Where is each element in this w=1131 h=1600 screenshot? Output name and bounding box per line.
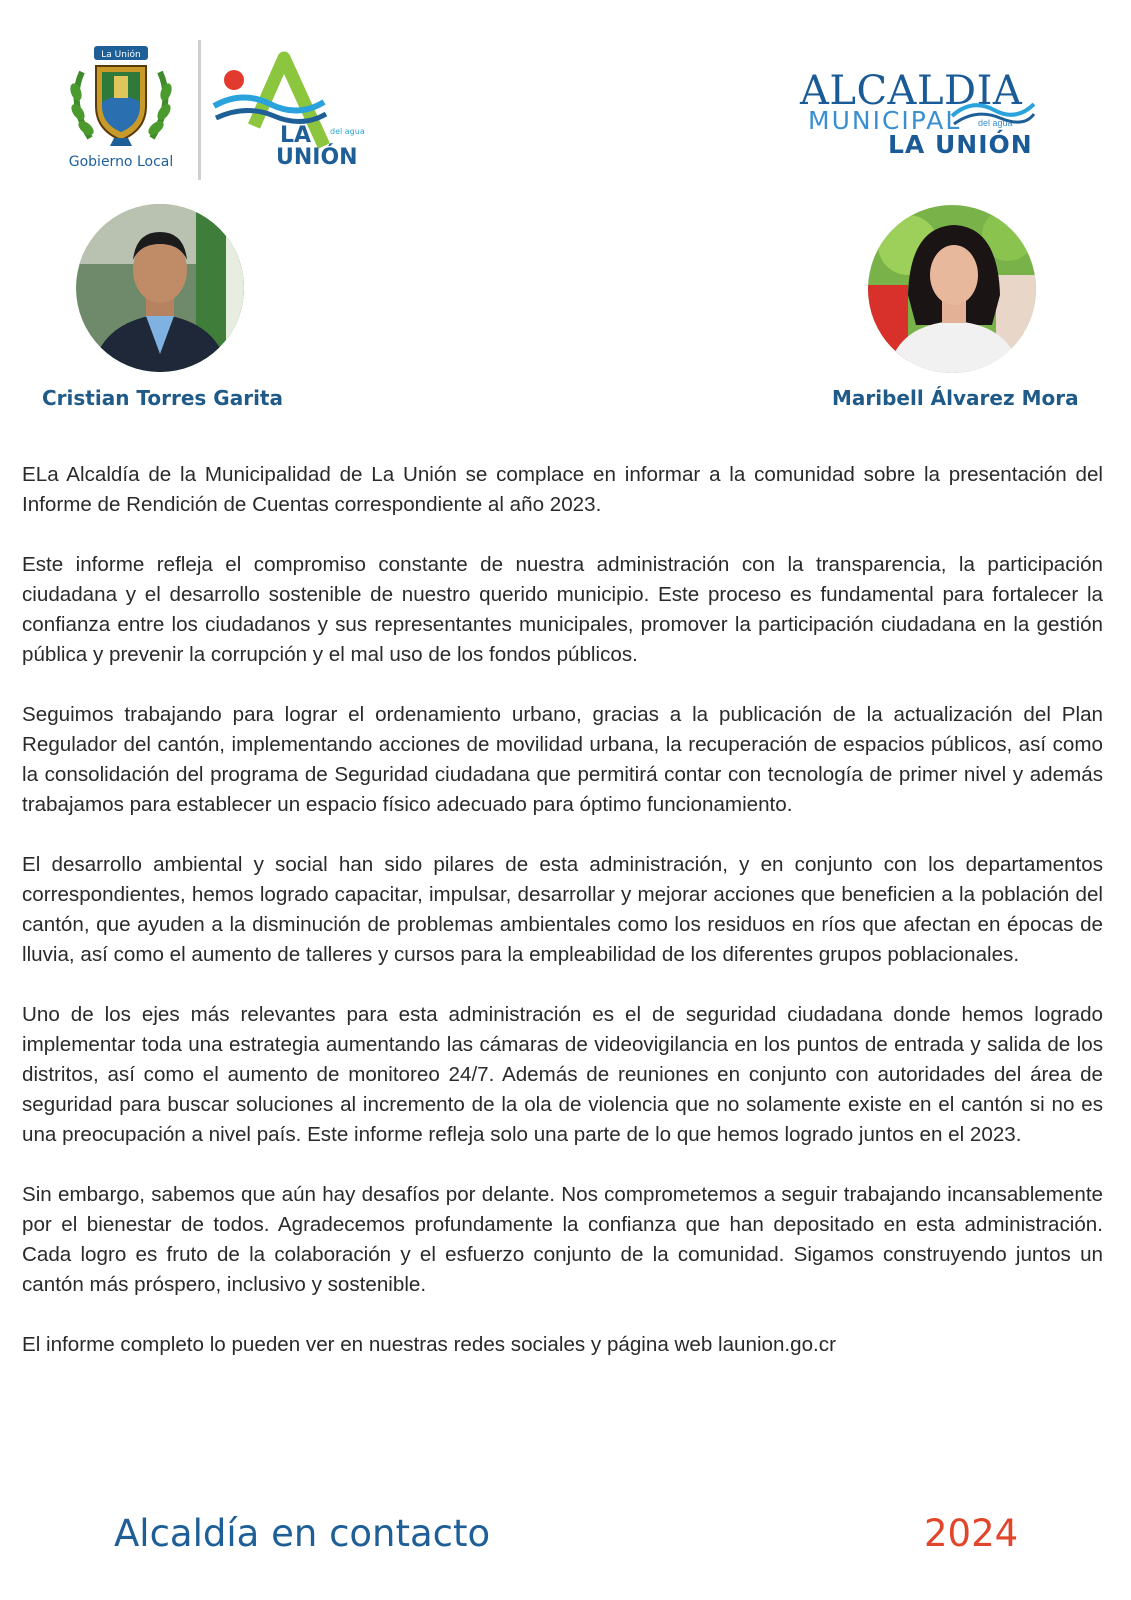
alcaldia-logo-line2: MUNICIPAL (808, 106, 962, 135)
la-union-union-text: UNIÓN (276, 145, 358, 170)
person-name-maribell: Maribell Álvarez Mora (832, 386, 1079, 410)
footer-year: 2024 (924, 1512, 1019, 1555)
paragraph-7: El informe completo lo pueden ver en nuestras redes sociales y página web launion.go.cr (22, 1333, 836, 1356)
alcaldia-logo-small: del agua (978, 118, 1013, 128)
portrait-photo (76, 204, 244, 372)
person-name-cristian: Cristian Torres Garita (42, 386, 283, 410)
paragraph-3: Seguimos trabajando para lograr el ordenamiento urbano, gracias a la publicación de la actualización del Plan Regulador del cantón, implementando acciones de movilidad urbana, la recuperación de espacios públicos, así como la consolidación del programa de Seguridad ciudadana que permitirá contar con tecnología de primer nivel y además trabajamos para establecer un espacio físico adecuado para óptimo funcionamiento. (22, 703, 1103, 816)
wave-icon (950, 94, 1035, 130)
coat-of-arms-icon (60, 42, 182, 154)
paragraph-6: Sin embargo, sabemos que aún hay desafíos por delante. Nos comprometemos a seguir trabajando incansablemente por el bienestar de todos. Agradecemos profundamente la confianza que han depositado en esta administración. Cada logro es fruto de la colaboración y el esfuerzo conjunto de la comunidad. Sigamos construyendo juntos un cantón más próspero, inclusivo y sostenible. (22, 1183, 1103, 1296)
body-text (22, 460, 1103, 1360)
alcaldia-municipal-logo (800, 68, 1060, 160)
gobierno-local-caption: Gobierno Local (68, 154, 174, 170)
paragraph-1: ELa Alcaldía de la Municipalidad de La Unión se complace en informar a la comunidad sobre la presentación del Informe de Rendición de Cuentas correspondiente al año 2023. (22, 463, 1103, 516)
logo-divider (198, 40, 201, 180)
paragraph-4: El desarrollo ambiental y social han sido pilares de esta administración, y en conjunto con los departamentos correspondientes, hemos logrado capacitar, impulsar, desarrollar y mejorar acciones que beneficien a la población del cantón, que ayuden a la disminución de problemas ambientales como los residuos en ríos que afectan en épocas de lluvia, así como el aumento de talleres y cursos para la empleabilidad de los diferentes grupos poblacionales. (22, 853, 1103, 966)
portrait-photo (868, 205, 1036, 373)
la-union-a-icon (212, 50, 382, 170)
la-union-small-text: del agua (330, 127, 365, 136)
man-portrait-icon (76, 204, 244, 372)
woman-portrait-icon (868, 205, 1036, 373)
la-union-la-text: LA (280, 123, 312, 148)
gobierno-local-logo (60, 42, 190, 182)
footer-title: Alcaldía en contacto (114, 1512, 491, 1555)
logo-ribbon-text: La Unión (101, 50, 141, 60)
paragraph-2: Este informe refleja el compromiso constante de nuestra administración con la transparencia, la participación ciudadana y el desarrollo sostenible de nuestro querido municipio. Este proceso es fundamental para fortalecer la confianza entre los ciudadanos y sus representantes municipales, promover la participación ciudadana en la gestión pública y prevenir la corrupción y el mal uso de los fondos públicos. (22, 553, 1103, 666)
alcaldia-logo-line3: LA UNIÓN (888, 130, 1033, 159)
alcaldia-logo-line1: ALCALDIA (800, 68, 1023, 114)
paragraph-5: Uno de los ejes más relevantes para esta administración es el de seguridad ciudadana donde hemos logrado implementar toda una estrategia aumentando las cámaras de videovigilancia en los puntos de entrada y salida de los distritos, así como el aumento de monitoreo 24/7. Además de reuniones en conjunto con autoridades del área de seguridad para buscar soluciones al incremento de la ola de violencia que no solamente existe en el cantón si no es una preocupación a nivel país. Este informe refleja solo una parte de lo que hemos logrado juntos en el 2023. (22, 1003, 1103, 1146)
la-union-logo (212, 50, 382, 170)
